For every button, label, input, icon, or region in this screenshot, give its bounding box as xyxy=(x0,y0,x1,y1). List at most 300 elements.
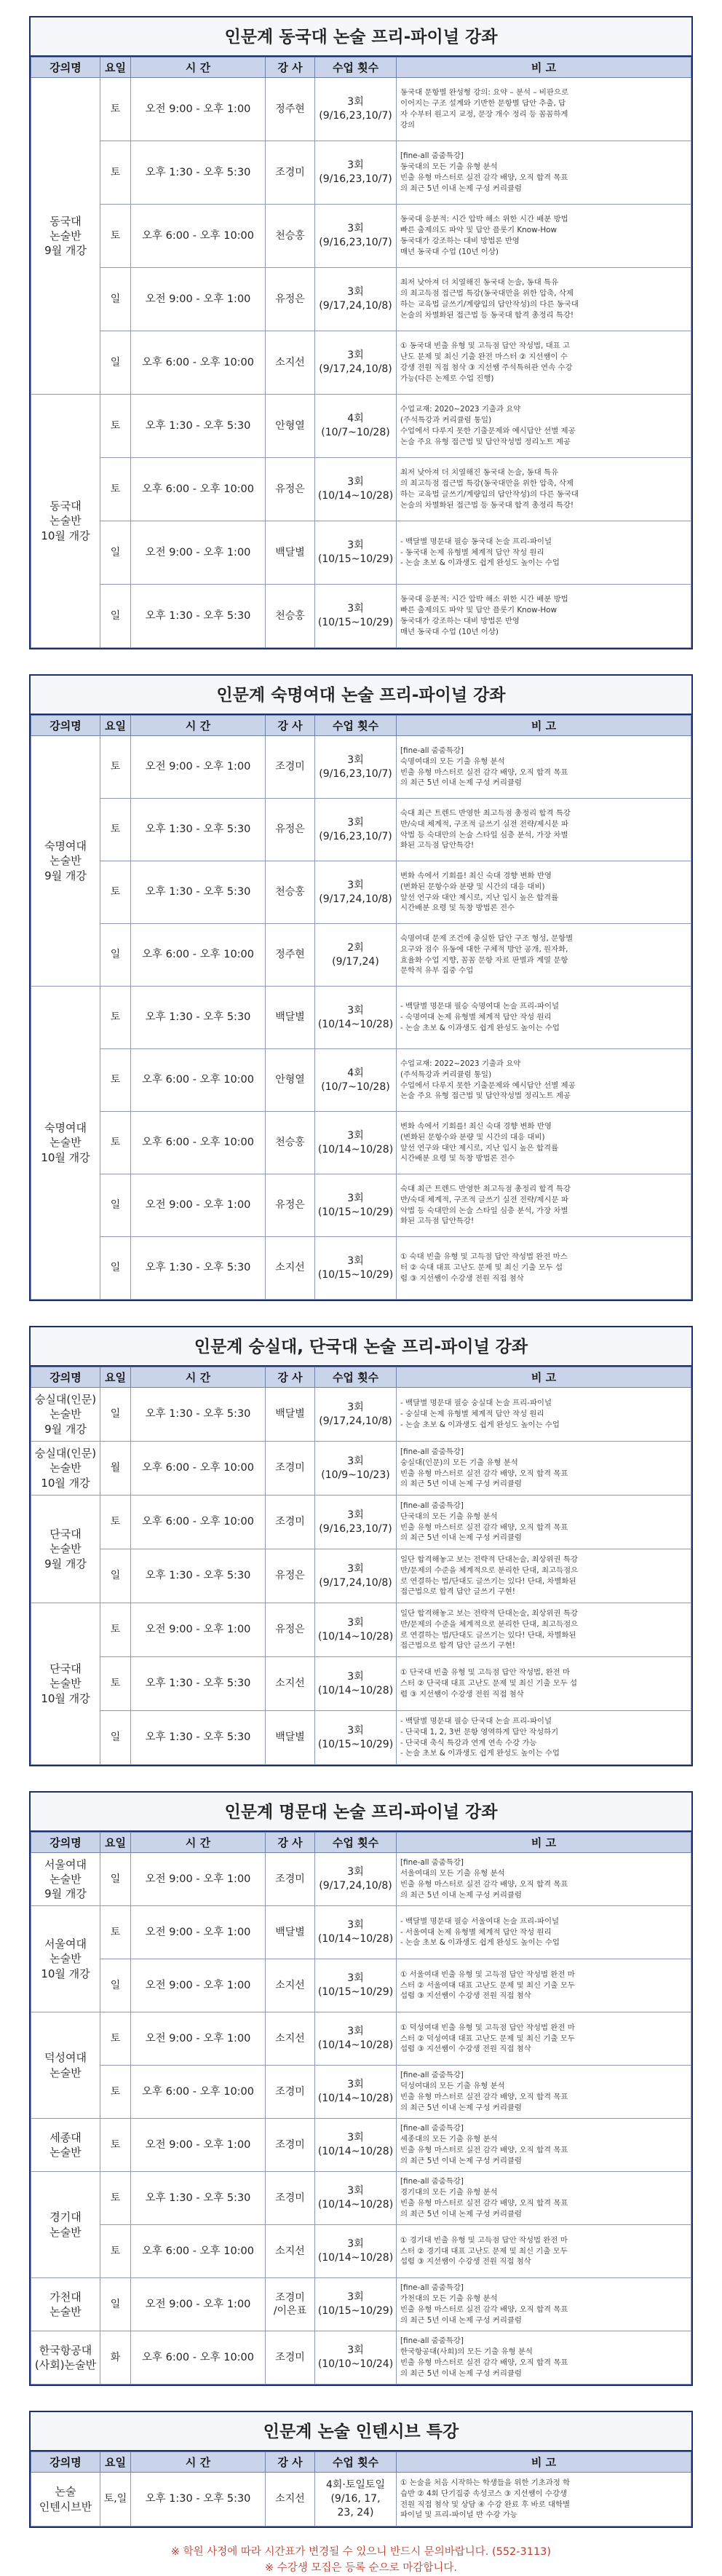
teacher-cell: 조경미 /이은표 xyxy=(266,2278,315,2331)
day-cell: 토 xyxy=(100,987,131,1049)
day-cell: 토 xyxy=(100,861,131,924)
remark-line: - 논술 초보 & 이과생도 쉽게 완성도 높이는 수업 xyxy=(400,558,560,568)
day-cell: 일 xyxy=(100,331,131,395)
time-cell: 오후 1:30 - 오후 5:30 xyxy=(131,1549,266,1603)
remark-line: [fine-all 줌줌특강] xyxy=(400,2124,464,2133)
table-row xyxy=(31,1112,691,1174)
section-title: 인문계 숭실대, 단국대 논술 프리-파이널 강좌 xyxy=(31,1327,691,1367)
session-count-cell: 3회 (10/15~10/29) xyxy=(315,2278,397,2331)
teacher-cell: 유정은 xyxy=(266,268,315,331)
teacher-cell: 백달별 xyxy=(266,1711,315,1765)
teacher-cell: 소지선 xyxy=(266,1959,315,2012)
remark-line: 가천대의 모든 기출 유형 분석 xyxy=(400,2294,498,2304)
course-name: 단국대 논술반 10월 개강 xyxy=(31,1603,100,1765)
remark-line: 악법 등 숙대만의 논술 스타일 심층 분석, 가장 차별 xyxy=(400,830,568,839)
remark-line: [fine-all 줌줌특강] xyxy=(400,2071,464,2080)
remark-line: 스터 ② 경기대 대표 고난도 문제 및 최신 기출 모두 xyxy=(400,2246,568,2256)
day-cell: 토 xyxy=(100,736,131,799)
remark-line: 매년 동국대 수업 (10년 이상) xyxy=(400,247,499,256)
day-cell: 화 xyxy=(100,2331,131,2385)
remark-line: [fine-all 줌줌특강] xyxy=(400,1501,464,1510)
remark-line: 빠른 출제의도 파악 및 답안 플롯기 Know-How xyxy=(400,606,558,615)
column-header: 요일 xyxy=(100,1833,131,1853)
remark-line: 최저 낮아져 더 치열해진 동국대 논술, 동대 특유 xyxy=(400,468,559,478)
session-count-cell: 3회 (10/14~10/28) xyxy=(315,2066,397,2119)
course-section xyxy=(29,1326,693,1766)
remark-line: 빈출 유형 마스터로 실전 감각 배양, 오직 합격 목표 xyxy=(400,1522,568,1532)
remark-line: 수업교재: 2020~2023 기출과 요약 xyxy=(400,405,521,414)
table-row xyxy=(31,2066,691,2119)
session-count-cell: 3회 (10/15~10/29) xyxy=(315,585,397,648)
teacher-cell: 정주현 xyxy=(266,78,315,141)
column-header: 수업 횟수 xyxy=(315,2452,397,2473)
day-cell: 일 xyxy=(100,1711,131,1765)
remark-line: 논술 주요 유형 접근법 및 답안작성법 정리노트 제공 xyxy=(400,1091,571,1101)
column-header: 수업 횟수 xyxy=(315,58,397,78)
day-cell: 일 xyxy=(100,1388,131,1442)
remark-line: 파이널 및 프리-파이널 반 수강 가능 xyxy=(400,2510,517,2520)
remark-line: 화된 고득점 답안특강! xyxy=(400,841,475,850)
day-cell: 토 xyxy=(100,1657,131,1711)
teacher-cell: 조경미 xyxy=(266,736,315,799)
remark-line: 반/문제의 수준을 체계적으로 분리한 단대, 최고득점으 xyxy=(400,1619,579,1629)
time-cell: 오전 9:00 - 오후 1:00 xyxy=(131,1174,266,1237)
remarks-cell xyxy=(397,1388,691,1442)
time-cell: 오후 6:00 - 오후 10:00 xyxy=(131,2066,266,2119)
day-cell: 토 xyxy=(100,2172,131,2225)
remarks-cell xyxy=(397,2278,691,2331)
remarks-cell xyxy=(397,1442,691,1496)
remark-line: ① 경기대 빈출 유형 및 고득점 답안 작성법 완전 마 xyxy=(400,2235,568,2245)
teacher-cell: 안형열 xyxy=(266,1049,315,1112)
time-cell: 오후 1:30 - 오후 5:30 xyxy=(131,799,266,861)
session-count-cell: 3회 (10/15~10/29) xyxy=(315,1174,397,1237)
time-cell: 오후 6:00 - 오후 10:00 xyxy=(131,205,266,268)
footer-notice xyxy=(29,2541,693,2576)
teacher-cell: 소지선 xyxy=(266,1657,315,1711)
table-row xyxy=(31,521,691,585)
session-count-cell: 3회 (10/14~10/28) xyxy=(315,1906,397,1959)
teacher-cell: 소지선 xyxy=(266,2225,315,2278)
remarks-cell xyxy=(397,1603,691,1657)
time-cell: 오후 6:00 - 오후 10:00 xyxy=(131,2331,266,2385)
remark-line: 의 최고득점 접근법 특강(동국대만을 위한 압축, 삭제 xyxy=(400,479,574,489)
remark-line: 하는 교육법 글쓰기/계량입의 답안작성)의 다른 동국대 xyxy=(400,300,579,309)
remark-line: 한국항공대(사회)의 모든 기출 유형 분석 xyxy=(400,2347,533,2357)
course-name: 서울여대 논술반 9월 개강 xyxy=(31,1853,100,1906)
remark-line: - 백달별 명문대 필승 숙명여대 논술 프리-파이널 xyxy=(400,1002,560,1011)
remark-line: (변화된 문항수와 분량 및 시간의 대응 대비) xyxy=(400,1132,545,1142)
time-cell: 오전 9:00 - 오후 1:00 xyxy=(131,1603,266,1657)
day-cell: 토 xyxy=(100,1906,131,1959)
teacher-cell: 유정은 xyxy=(266,1603,315,1657)
column-header: 강의명 xyxy=(31,716,100,736)
day-cell: 토 xyxy=(100,205,131,268)
session-count-cell: 3회 (10/14~10/28) xyxy=(315,1603,397,1657)
day-cell: 토 xyxy=(100,1603,131,1657)
remark-line: 자 수부터 원고지 교정, 문장 개수 정리 등 꼼꼼하게 xyxy=(400,110,568,119)
remarks-cell xyxy=(397,861,691,924)
day-cell: 월 xyxy=(100,1442,131,1496)
table-row xyxy=(31,924,691,987)
teacher-cell: 유정은 xyxy=(266,1549,315,1603)
schedule-table xyxy=(31,1367,691,1765)
day-cell: 일 xyxy=(100,1174,131,1237)
day-cell: 토 xyxy=(100,458,131,521)
day-cell: 일 xyxy=(100,1237,131,1300)
day-cell: 토 xyxy=(100,2119,131,2172)
day-cell: 일 xyxy=(100,521,131,585)
section-title: 인문계 숙명여대 논술 프리-파이널 강좌 xyxy=(31,676,691,715)
course-section xyxy=(29,2411,693,2528)
day-cell: 일 xyxy=(100,2278,131,2331)
remark-line: ① 동국대 빈출 유형 및 고득점 답안 작성법, 대표 고 xyxy=(400,341,571,351)
remarks-cell xyxy=(397,2225,691,2278)
table-row xyxy=(31,736,691,799)
column-header: 시 간 xyxy=(131,1833,266,1853)
time-cell: 오전 9:00 - 오후 1:00 xyxy=(131,1906,266,1959)
table-row xyxy=(31,2172,691,2225)
remarks-cell xyxy=(397,1959,691,2012)
time-cell: 오후 6:00 - 오후 10:00 xyxy=(131,331,266,395)
remark-line: 숙대 최근 트렌드 반영한 최고득점 총정리 합격 특강 xyxy=(400,1184,571,1193)
day-cell: 토,일 xyxy=(100,2473,131,2526)
time-cell: 오후 6:00 - 오후 10:00 xyxy=(131,1112,266,1174)
session-count-cell: 3회 (9/16,23,10/7) xyxy=(315,799,397,861)
session-count-cell: 3회 (10/10~10/24) xyxy=(315,2331,397,2385)
session-count-cell: 3회 (10/14~10/28) xyxy=(315,458,397,521)
teacher-cell: 유정은 xyxy=(266,799,315,861)
table-row xyxy=(31,78,691,141)
remark-line: - 백달별 명문대 필승 단국대 논술 프리-파이널 xyxy=(400,1716,552,1726)
remark-line: 시간배분 요령 및 독창 방법론 전수 xyxy=(400,1154,515,1163)
remarks-cell xyxy=(397,924,691,987)
column-header: 비 고 xyxy=(397,1833,691,1853)
remarks-cell xyxy=(397,458,691,521)
remark-line: 동국대가 강조하는 대비 방법론 반영 xyxy=(400,237,520,245)
session-count-cell: 3회 (9/17,24,10/8) xyxy=(315,331,397,395)
teacher-cell: 조경미 xyxy=(266,2066,315,2119)
session-count-cell: 3회 (10/14~10/28) xyxy=(315,1112,397,1174)
course-name: 덕성여대 논술반 xyxy=(31,2012,100,2119)
time-cell: 오전 9:00 - 오후 1:00 xyxy=(131,1959,266,2012)
schedule-table xyxy=(31,1832,691,2385)
teacher-cell: 소지선 xyxy=(266,2473,315,2526)
remarks-cell xyxy=(397,2012,691,2066)
remark-line: 화된 고득점 답안특강! xyxy=(400,1217,475,1226)
day-cell: 일 xyxy=(100,1853,131,1906)
column-header: 강의명 xyxy=(31,1367,100,1388)
remark-line: 빈출 유형 마스터로 실전 감각 배양, 오직 합격 목표 xyxy=(400,2093,568,2101)
footer-enrollment-notice: ※ 수강생 모집은 등록 순으로 마감합니다. xyxy=(265,2562,457,2574)
time-cell: 오후 1:30 - 오후 5:30 xyxy=(131,987,266,1049)
remarks-cell xyxy=(397,395,691,458)
column-header: 수업 횟수 xyxy=(315,1833,397,1853)
column-header: 비 고 xyxy=(397,2452,691,2473)
day-cell: 토 xyxy=(100,395,131,458)
remark-line: [fine-all 줌줌특강] xyxy=(400,151,464,161)
remarks-cell xyxy=(397,2473,691,2526)
remarks-cell xyxy=(397,2172,691,2225)
session-count-cell: 3회 (10/14~10/28) xyxy=(315,2172,397,2225)
table-row xyxy=(31,1959,691,2012)
remark-line: 동국대가 강조하는 대비 방법론 반영 xyxy=(400,617,520,625)
footer-schedule-notice: ※ 학원 사정에 따라 시간표가 변경될 수 있으니 반드시 문의바랍니다. (552-3113) xyxy=(170,2546,552,2558)
remark-line: 동국대의 모든 기출 유형 분석 xyxy=(400,162,498,172)
remark-line: 숙명여대의 모든 기출 유형 분석 xyxy=(400,756,505,766)
course-name: 한국항공대 (사회)논술반 xyxy=(31,2331,100,2385)
remark-line: 수업에서 다루지 못한 기출문제와 예시답안 선별 제공 xyxy=(400,427,576,435)
session-count-cell: 3회 (9/17,24,10/8) xyxy=(315,1853,397,1906)
remark-line: 의 최근 5년 이내 논제 구성 커리큘럼 xyxy=(400,778,522,788)
remark-line: 변화 속에서 기회를! 최신 숙대 경향 변화 반영 xyxy=(400,1121,552,1131)
remark-line: 섭렵 ③ 지선쌤이 수강생 전원 직접 첨삭 xyxy=(400,1991,531,2001)
header-row xyxy=(31,1367,691,1388)
table-row xyxy=(31,1388,691,1442)
session-count-cell: 3회 (9/16,23,10/7) xyxy=(315,141,397,205)
remark-line: 의 최근 5년 이내 논제 구성 커리큘럼 xyxy=(400,2209,522,2219)
time-cell: 오전 9:00 - 오후 1:00 xyxy=(131,2119,266,2172)
remark-line: 스터 ② 서울여대 대표 고난도 문제 및 최신 기출 모두 xyxy=(400,1980,575,1990)
time-cell: 오후 6:00 - 오후 10:00 xyxy=(131,1496,266,1549)
remark-line: 세종대의 모든 기출 유형 분석 xyxy=(400,2135,498,2144)
remark-line: 매년 동국대 수업 (10년 이상) xyxy=(400,627,499,636)
teacher-cell: 천승홍 xyxy=(266,1112,315,1174)
remark-line: [fine-all 줌줌특강] xyxy=(400,746,464,755)
remark-line: 숙명여대 문제 조건에 충실한 답안 구조 형성, 문항별 xyxy=(400,933,574,943)
column-header: 강 사 xyxy=(266,2452,315,2473)
table-row xyxy=(31,1711,691,1765)
remark-line: ① 서울여대 빈출 유형 및 고득점 답안 작성법 완전 마 xyxy=(400,1969,575,1979)
remarks-cell xyxy=(397,521,691,585)
remark-line: - 백달별 명문대 필승 숭실대 논술 프리-파이널 xyxy=(400,1399,552,1408)
table-row xyxy=(31,2225,691,2278)
time-cell: 오후 1:30 - 오후 5:30 xyxy=(131,2473,266,2526)
column-header: 수업 횟수 xyxy=(315,1367,397,1388)
session-count-cell: 3회 (10/14~10/28) xyxy=(315,2225,397,2278)
remark-line: 섭렵 ③ 지선쌤이 수강생 전원 직접 첨삭 xyxy=(400,2044,531,2054)
remark-line: - 논술 초보 & 이과생도 쉽게 완성도 높이는 수업 xyxy=(400,1749,560,1758)
column-header: 요일 xyxy=(100,2452,131,2473)
remark-line: 빈출 유형 마스터로 실전 감각 배양, 오직 합격 목표 xyxy=(400,2146,568,2154)
table-row xyxy=(31,585,691,648)
column-header: 요일 xyxy=(100,1367,131,1388)
course-section xyxy=(29,16,693,649)
remark-line: 의 최근 5년 이내 논제 구성 커리큘럼 xyxy=(400,1533,522,1543)
time-cell: 오전 9:00 - 오후 1:00 xyxy=(131,2012,266,2066)
remark-line: 빈출 유형 마스터로 실전 감각 배양, 오직 합격 목표 xyxy=(400,1880,568,1889)
teacher-cell: 소지선 xyxy=(266,2012,315,2066)
remark-line: - 논술 초보 & 이과생도 쉽게 완성도 높이는 수업 xyxy=(400,1938,560,1948)
session-count-cell: 3회 (9/17,24,10/8) xyxy=(315,1549,397,1603)
section-title: 인문계 명문대 논술 프리-파이널 강좌 xyxy=(31,1793,691,1832)
remarks-cell xyxy=(397,585,691,648)
remark-line: 전원 직접 첨삭 및 상담 ④ 수강 완료 후 바로 대학별 xyxy=(400,2500,571,2509)
teacher-cell: 조경미 xyxy=(266,1853,315,1906)
column-header: 수업 횟수 xyxy=(315,716,397,736)
remarks-cell xyxy=(397,1237,691,1300)
course-name: 서울여대 논술반 10월 개강 xyxy=(31,1906,100,2012)
remark-line: 가능(다른 논제로 수업 진행) xyxy=(400,374,494,383)
column-header: 시 간 xyxy=(131,2452,266,2473)
remarks-cell xyxy=(397,2119,691,2172)
table-row xyxy=(31,268,691,331)
course-section xyxy=(29,674,693,1301)
course-section xyxy=(29,1791,693,2386)
remarks-cell xyxy=(397,1112,691,1174)
table-row xyxy=(31,331,691,395)
remark-line: 최저 낮아져 더 치열해진 동국대 논술, 동대 특유 xyxy=(400,278,559,288)
course-name: 세종대 논술반 xyxy=(31,2119,100,2172)
teacher-cell: 소지선 xyxy=(266,331,315,395)
remark-line: 악법 등 숙대만의 논술 스타일 심층 분석, 가장 차별 xyxy=(400,1206,568,1215)
remark-line: 빈출 유형 마스터로 실전 감각 배양, 오직 합격 목표 xyxy=(400,767,568,777)
remark-line: 동국대 문항별 완성형 강의: 요약 – 분석 – 비판으로 xyxy=(400,88,569,98)
table-row xyxy=(31,1442,691,1496)
table-row xyxy=(31,1906,691,1959)
teacher-cell: 백달별 xyxy=(266,521,315,585)
column-header: 강의명 xyxy=(31,2452,100,2473)
remark-line: 변화 속에서 기회를! 최신 숙대 경향 변화 반영 xyxy=(400,871,552,880)
session-count-cell: 4회·토일토일 (9/16, 17, 23, 24) xyxy=(315,2473,397,2526)
remark-line: 문학적 유부 집중 수업 xyxy=(400,966,474,976)
time-cell: 오후 1:30 - 오후 5:30 xyxy=(131,141,266,205)
table-row xyxy=(31,141,691,205)
remark-line: 빈출 유형 마스터로 실전 감각 배양, 오직 합격 목표 xyxy=(400,2305,568,2314)
teacher-cell: 조경미 xyxy=(266,2119,315,2172)
session-count-cell: 4회 (10/7~10/28) xyxy=(315,1049,397,1112)
remark-line: 반/숙대 체계적, 구조적 글쓰기 실전 전략/제시문 파 xyxy=(400,819,568,829)
remark-line: 접근법으로 합격 답안 글쓰기 구현! xyxy=(400,1587,515,1597)
table-row xyxy=(31,1603,691,1657)
section-title: 인문계 논술 인텐시브 특강 xyxy=(31,2412,691,2451)
table-row xyxy=(31,1496,691,1549)
table-row xyxy=(31,1237,691,1300)
remark-line: 의 최근 5년 이내 논제 구성 커리큘럼 xyxy=(400,2103,522,2112)
session-count-cell: 3회 (9/17,24,10/8) xyxy=(315,861,397,924)
teacher-cell: 유정은 xyxy=(266,458,315,521)
remarks-cell xyxy=(397,799,691,861)
remark-line: 의 최근 5년 이내 논제 구성 커리큘럼 xyxy=(400,183,522,193)
remark-line: (주석특강과 커리큘럼 통일) xyxy=(400,1070,492,1079)
column-header: 강 사 xyxy=(266,1833,315,1853)
time-cell: 오후 1:30 - 오후 5:30 xyxy=(131,1657,266,1711)
remark-line: ① 덕성여대 빈출 유형 및 고득점 답안 작성법 완전 마 xyxy=(400,2023,575,2032)
remark-line: [fine-all 줌줌특강] xyxy=(400,1858,464,1868)
remarks-cell xyxy=(397,78,691,141)
day-cell: 일 xyxy=(100,924,131,987)
remark-line: - 백달별 명문대 필승 서울여대 논술 프리-파이널 xyxy=(400,1916,560,1926)
remark-line: 빈출 유형 마스터로 실전 감각 배양, 오직 합격 목표 xyxy=(400,2358,568,2367)
session-count-cell: 3회 (10/14~10/28) xyxy=(315,2012,397,2066)
session-count-cell: 4회 (10/7~10/28) xyxy=(315,395,397,458)
time-cell: 오전 9:00 - 오후 1:00 xyxy=(131,268,266,331)
day-cell: 일 xyxy=(100,585,131,648)
table-row xyxy=(31,987,691,1049)
table-row xyxy=(31,1549,691,1603)
teacher-cell: 천승홍 xyxy=(266,205,315,268)
remark-line: 빈출 유형 마스터로 실전 감각 배양, 오직 합격 목표 xyxy=(400,2199,568,2208)
remark-line: 경기대의 모든 기출 유형 분석 xyxy=(400,2188,498,2197)
remark-line: - 숭실대 논제 유형별 체계적 답안 작성 원리 xyxy=(400,1410,544,1419)
course-name: 단국대 논술반 9월 개강 xyxy=(31,1496,100,1603)
session-count-cell: 3회 (9/16,23,10/7) xyxy=(315,205,397,268)
header-row xyxy=(31,1833,691,1853)
day-cell: 토 xyxy=(100,2066,131,2119)
session-count-cell: 3회 (10/15~10/29) xyxy=(315,1237,397,1300)
column-header: 시 간 xyxy=(131,1367,266,1388)
time-cell: 오후 1:30 - 오후 5:30 xyxy=(131,1237,266,1300)
day-cell: 토 xyxy=(100,1112,131,1174)
time-cell: 오전 9:00 - 오후 1:00 xyxy=(131,521,266,585)
remark-line: 논술 주요 유형 접근법 및 답안작성법 정리노트 제공 xyxy=(400,437,571,446)
time-cell: 오전 9:00 - 오후 1:00 xyxy=(131,2278,266,2331)
session-count-cell: 3회 (10/14~10/28) xyxy=(315,2119,397,2172)
table-row xyxy=(31,2331,691,2385)
remark-line: 빈출 유형 마스터로 실전 감각 배양, 오직 합격 목표 xyxy=(400,173,568,182)
column-header: 강의명 xyxy=(31,58,100,78)
teacher-cell: 조경미 xyxy=(266,2331,315,2385)
remarks-cell xyxy=(397,2331,691,2385)
remark-line: 섭렵 ③ 지선쌤이 수강생 전원 직접 첨삭 xyxy=(400,2257,531,2267)
column-header: 요일 xyxy=(100,58,131,78)
table-row xyxy=(31,861,691,924)
remark-line: (주석특강과 커리큘럼 통일) xyxy=(400,416,492,425)
remark-line: [fine-all 줌줌특강] xyxy=(400,2177,464,2186)
table-row xyxy=(31,458,691,521)
day-cell: 일 xyxy=(100,1549,131,1603)
remarks-cell xyxy=(397,1549,691,1603)
session-count-cell: 3회 (10/9~10/23) xyxy=(315,1442,397,1496)
teacher-cell: 천승홍 xyxy=(266,585,315,648)
time-cell: 오후 1:30 - 오후 5:30 xyxy=(131,395,266,458)
remark-line: 하는 교육법 글쓰기/계량입의 답안작성)의 다른 동국대 xyxy=(400,490,579,499)
time-cell: 오후 1:30 - 오후 5:30 xyxy=(131,861,266,924)
remark-line: [fine-all 줌줌특강] xyxy=(400,1447,464,1456)
remark-line: 습반 ② 4회 단기집중 속성코스 ③ 지선쌤이 수강생 xyxy=(400,2489,568,2498)
remarks-cell xyxy=(397,736,691,799)
remark-line: - 논술 초보 & 이과생도 쉽게 완성도 높이는 수업 xyxy=(400,1420,560,1429)
remark-line: (변화된 문항수와 분량 및 시간의 대응 대비) xyxy=(400,882,545,891)
column-header: 시 간 xyxy=(131,58,266,78)
remark-line: 반/숙대 체계적, 구조적 글쓰기 실전 전략/제시문 파 xyxy=(400,1195,568,1204)
day-cell: 토 xyxy=(100,1049,131,1112)
table-row xyxy=(31,1174,691,1237)
time-cell: 오전 9:00 - 오후 1:00 xyxy=(131,78,266,141)
header-row xyxy=(31,716,691,736)
remark-line: 시간배분 요령 및 독창 방법론 전수 xyxy=(400,904,515,913)
remark-line: 터 ② 숙대 대표 고난도 문제 및 최신 기출 모두 섭 xyxy=(400,1263,563,1273)
teacher-cell: 조경미 xyxy=(266,141,315,205)
remark-line: 의 최근 5년 이내 논제 구성 커리큘럼 xyxy=(400,1479,522,1489)
section-title: 인문계 동국대 논술 프리-파이널 강좌 xyxy=(31,17,691,57)
remark-line: ① 논술을 처음 시작하는 학생들을 위한 기초과정 학 xyxy=(400,2478,571,2487)
remarks-cell xyxy=(397,1657,691,1711)
time-cell: 오후 1:30 - 오후 5:30 xyxy=(131,1388,266,1442)
table-row xyxy=(31,2278,691,2331)
table-row xyxy=(31,205,691,268)
table-row xyxy=(31,799,691,861)
day-cell: 토 xyxy=(100,78,131,141)
remark-line: 동국대 응분적: 시간 압박 해소 위한 시간 배분 방법 xyxy=(400,215,568,224)
session-count-cell: 3회 (9/16,23,10/7) xyxy=(315,78,397,141)
day-cell: 일 xyxy=(100,1959,131,2012)
remark-line: 앞선 연구와 대안 제시로, 지난 입시 높은 합격률 xyxy=(400,893,559,902)
time-cell: 오후 1:30 - 오후 5:30 xyxy=(131,585,266,648)
remark-line: 효율화 수업 지향, 꼼꼼 문항 자료 판별과 계열 문항 xyxy=(400,955,568,965)
remark-line: - 단국대 축식 특강과 연계 연속 수강 가능 xyxy=(400,1738,537,1747)
column-header: 강 사 xyxy=(266,1367,315,1388)
